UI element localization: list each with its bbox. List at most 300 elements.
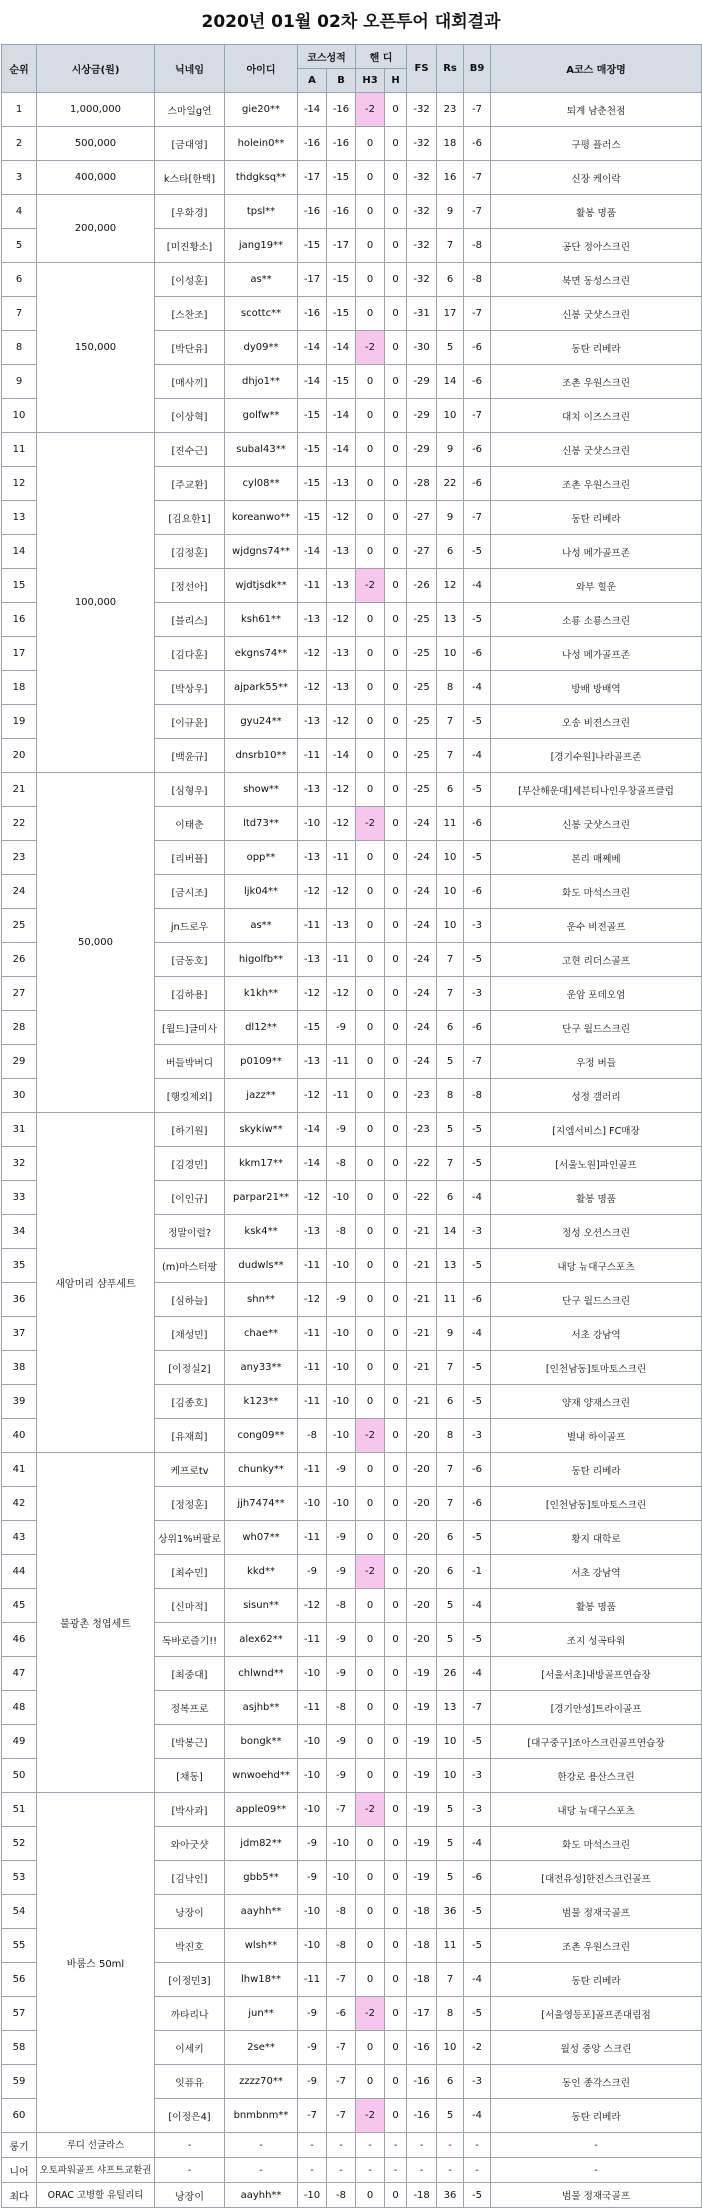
rs-cell: 6 (437, 2065, 464, 2099)
b9-cell: -3 (464, 1419, 491, 1453)
a-cell: -12 (298, 977, 327, 1011)
h-cell: 0 (385, 1113, 407, 1147)
a-cell: -14 (298, 365, 327, 399)
rs-cell: 11 (437, 1929, 464, 1963)
store-cell: 동탄 리베라 (491, 2099, 702, 2133)
header-handicap: 핸 디 (356, 45, 407, 69)
rank-cell: 43 (2, 1521, 37, 1555)
b9-cell: -6 (464, 1283, 491, 1317)
b-cell: -16 (327, 195, 356, 229)
a-cell: -17 (298, 263, 327, 297)
b-cell: -10 (327, 1827, 356, 1861)
b-cell: -16 (327, 93, 356, 127)
b-cell: -11 (327, 841, 356, 875)
fs-cell: -23 (407, 1079, 437, 1113)
fs-cell: -19 (407, 1759, 437, 1793)
rank-cell: 11 (2, 433, 37, 467)
rank-cell: 5 (2, 229, 37, 263)
fs-cell: -22 (407, 1147, 437, 1181)
b9-cell: -4 (464, 1963, 491, 1997)
a-cell: -11 (298, 1317, 327, 1351)
id-cell: dudwls** (225, 1249, 298, 1283)
id-cell: skykiw** (225, 1113, 298, 1147)
store-cell: 조촌 우원스크린 (491, 1929, 702, 1963)
h3-cell: -2 (356, 1419, 385, 1453)
fs-cell: -31 (407, 297, 437, 331)
fs-cell: -22 (407, 1181, 437, 1215)
id-cell: - (225, 2158, 298, 2183)
b-cell: -7 (327, 1793, 356, 1827)
b9-cell: -4 (464, 1657, 491, 1691)
rank-cell: 53 (2, 1861, 37, 1895)
id-cell: wlsh** (225, 1929, 298, 1963)
nick-cell: [신마적] (155, 1589, 225, 1623)
b-cell: -16 (327, 127, 356, 161)
store-cell: 단구 월드스크린 (491, 1283, 702, 1317)
nick-cell: k스타[한택] (155, 161, 225, 195)
id-cell: shn** (225, 1283, 298, 1317)
h3-cell: -2 (356, 807, 385, 841)
nick-cell: 스마일g연 (155, 93, 225, 127)
store-cell: 고현 리더스골프 (491, 943, 702, 977)
header-fs: FS (407, 45, 437, 93)
id-cell: golfw** (225, 399, 298, 433)
store-cell: 동탄 리베라 (491, 1453, 702, 1487)
store-cell: 화도 마석스크린 (491, 1827, 702, 1861)
h3-cell: 0 (356, 671, 385, 705)
id-cell: zzzz70** (225, 2065, 298, 2099)
header-h3: H3 (356, 69, 385, 93)
a-cell: - (298, 2158, 327, 2183)
fs-cell: -32 (407, 229, 437, 263)
header-prize: 시상금(원) (37, 45, 155, 93)
b-cell: -14 (327, 739, 356, 773)
store-cell: 운수 비전골프 (491, 909, 702, 943)
a-cell: -10 (298, 1929, 327, 1963)
id-cell: ksk4** (225, 1215, 298, 1249)
rank-cell: 45 (2, 1589, 37, 1623)
a-cell: -13 (298, 705, 327, 739)
nick-cell: 이태춘 (155, 807, 225, 841)
a-cell: -9 (298, 2065, 327, 2099)
h3-cell: 0 (356, 1249, 385, 1283)
id-cell: k123** (225, 1385, 298, 1419)
a-cell: -11 (298, 739, 327, 773)
fs-cell: -32 (407, 263, 437, 297)
nick-cell: 이세키 (155, 2031, 225, 2065)
h-cell: 0 (385, 637, 407, 671)
b9-cell: -4 (464, 569, 491, 603)
b9-cell: -3 (464, 909, 491, 943)
a-cell: -14 (298, 535, 327, 569)
b9-cell: -6 (464, 433, 491, 467)
nick-cell: [진수근] (155, 433, 225, 467)
store-cell: 활봉 명품 (491, 1589, 702, 1623)
b-cell: -13 (327, 637, 356, 671)
h-cell: 0 (385, 365, 407, 399)
store-cell: 우정 버들 (491, 1045, 702, 1079)
fs-cell: -27 (407, 535, 437, 569)
h3-cell: 0 (356, 1691, 385, 1725)
h3-cell: 0 (356, 1045, 385, 1079)
rs-cell: 9 (437, 195, 464, 229)
fs-cell: -19 (407, 1861, 437, 1895)
nick-cell: 정복프로 (155, 1691, 225, 1725)
fs-cell: -16 (407, 2099, 437, 2133)
nick-cell: [금동호] (155, 943, 225, 977)
rank-cell: 23 (2, 841, 37, 875)
nick-cell: [주교환] (155, 467, 225, 501)
header-b9: B9 (464, 45, 491, 93)
nick-cell: [김하용] (155, 977, 225, 1011)
a-cell: -12 (298, 637, 327, 671)
nick-cell: [심하늘] (155, 1283, 225, 1317)
b-cell: -12 (327, 875, 356, 909)
rank-cell: 48 (2, 1691, 37, 1725)
nick-cell: [채동] (155, 1759, 225, 1793)
b-cell: -7 (327, 1963, 356, 1997)
rs-cell: 6 (437, 263, 464, 297)
fs-cell: -25 (407, 671, 437, 705)
store-cell: 방배 방배역 (491, 671, 702, 705)
h-cell: 0 (385, 773, 407, 807)
nick-cell: [행킹제외] (155, 1079, 225, 1113)
rank-cell: 12 (2, 467, 37, 501)
prize-cell: 50,000 (37, 773, 155, 1113)
b9-cell: -6 (464, 467, 491, 501)
b9-cell: -7 (464, 93, 491, 127)
nick-cell: [김종호] (155, 1385, 225, 1419)
rs-cell: 7 (437, 943, 464, 977)
h3-cell: 0 (356, 1759, 385, 1793)
h3-cell: 0 (356, 467, 385, 501)
b-cell: - (327, 2133, 356, 2158)
rs-cell: 6 (437, 1555, 464, 1589)
rs-cell: 12 (437, 569, 464, 603)
nick-cell: [정선아] (155, 569, 225, 603)
fs-cell: -29 (407, 433, 437, 467)
fs-cell: -24 (407, 943, 437, 977)
h-cell: 0 (385, 1215, 407, 1249)
award-prize-cell: 루디 선글라스 (37, 2133, 155, 2158)
rs-cell: 10 (437, 909, 464, 943)
h-cell: 0 (385, 93, 407, 127)
nick-cell: [블리스] (155, 603, 225, 637)
rs-cell: 6 (437, 1521, 464, 1555)
h3-cell: 0 (356, 773, 385, 807)
id-cell: wjdtjsdk** (225, 569, 298, 603)
b9-cell: -3 (464, 1759, 491, 1793)
b9-cell: -5 (464, 841, 491, 875)
a-cell: -11 (298, 1453, 327, 1487)
nick-cell: [박단유] (155, 331, 225, 365)
b-cell: -12 (327, 773, 356, 807)
h3-cell: 0 (356, 1079, 385, 1113)
nick-cell: [금시조] (155, 875, 225, 909)
rs-cell: 8 (437, 1419, 464, 1453)
id-cell: - (225, 2133, 298, 2158)
h3-cell: 0 (356, 977, 385, 1011)
a-cell: -12 (298, 1079, 327, 1113)
rs-cell: 17 (437, 297, 464, 331)
rs-cell: 36 (437, 2183, 464, 2208)
rank-cell: 34 (2, 1215, 37, 1249)
a-cell: -13 (298, 1045, 327, 1079)
store-cell: [부산해운대]세븐티나인우창골프클럽 (491, 773, 702, 807)
b9-cell: -7 (464, 1045, 491, 1079)
nick-cell: [리버플] (155, 841, 225, 875)
h-cell: 0 (385, 535, 407, 569)
b9-cell: -7 (464, 501, 491, 535)
h-cell: 0 (385, 1827, 407, 1861)
rs-cell: 10 (437, 841, 464, 875)
h-cell: 0 (385, 1487, 407, 1521)
b-cell: -13 (327, 467, 356, 501)
a-cell: -12 (298, 671, 327, 705)
h3-cell: 0 (356, 1895, 385, 1929)
h-cell: 0 (385, 671, 407, 705)
nick-cell: [김낙인] (155, 1861, 225, 1895)
h-cell: 0 (385, 977, 407, 1011)
b-cell: -10 (327, 1487, 356, 1521)
award-type-cell: 롱기 (2, 2133, 37, 2158)
a-cell: -15 (298, 399, 327, 433)
h-cell: 0 (385, 1385, 407, 1419)
page-title: 2020년 01월 02차 오픈투어 대회결과 (201, 12, 501, 32)
h-cell: 0 (385, 331, 407, 365)
a-cell: -14 (298, 1113, 327, 1147)
a-cell: -15 (298, 229, 327, 263)
h-cell: 0 (385, 1759, 407, 1793)
rank-cell: 2 (2, 127, 37, 161)
b9-cell: -1 (464, 1555, 491, 1589)
id-cell: alex62** (225, 1623, 298, 1657)
fs-cell: -25 (407, 739, 437, 773)
rank-cell: 16 (2, 603, 37, 637)
store-cell: 동인 종각스크린 (491, 2065, 702, 2099)
fs-cell: -18 (407, 1929, 437, 1963)
a-cell: -12 (298, 1283, 327, 1317)
id-cell: 2se** (225, 2031, 298, 2065)
nick-cell: 까타리나 (155, 1997, 225, 2031)
store-cell: 정성 오션스크린 (491, 1215, 702, 1249)
id-cell: jdm82** (225, 1827, 298, 1861)
h3-cell: 0 (356, 2183, 385, 2208)
b-cell: -9 (327, 1011, 356, 1045)
fs-cell: -24 (407, 841, 437, 875)
id-cell: show** (225, 773, 298, 807)
store-cell: 대치 이즈스크린 (491, 399, 702, 433)
h3-cell: 0 (356, 297, 385, 331)
fs-cell: -25 (407, 603, 437, 637)
fs-cell: -29 (407, 365, 437, 399)
store-cell: - (491, 2133, 702, 2158)
h3-cell: 0 (356, 1317, 385, 1351)
fs-cell: -24 (407, 909, 437, 943)
b9-cell: -8 (464, 263, 491, 297)
award-type-cell: 니어 (2, 2158, 37, 2183)
store-cell: 구평 플러스 (491, 127, 702, 161)
id-cell: ekgns74** (225, 637, 298, 671)
nick-cell: [이규윤] (155, 705, 225, 739)
rs-cell: 8 (437, 1997, 464, 2031)
rank-cell: 46 (2, 1623, 37, 1657)
h3-cell: 0 (356, 229, 385, 263)
store-cell: 단구 월드스크린 (491, 1011, 702, 1045)
fs-cell: - (407, 2133, 437, 2158)
nick-cell: [박봉근] (155, 1725, 225, 1759)
a-cell: -17 (298, 161, 327, 195)
b9-cell: -4 (464, 1181, 491, 1215)
rs-cell: 7 (437, 229, 464, 263)
h3-cell: 0 (356, 2065, 385, 2099)
b-cell: -10 (327, 1181, 356, 1215)
id-cell: jang19** (225, 229, 298, 263)
id-cell: wnwoehd** (225, 1759, 298, 1793)
rank-cell: 29 (2, 1045, 37, 1079)
nick-cell: [정정훈] (155, 1487, 225, 1521)
h-cell: 0 (385, 1861, 407, 1895)
a-cell: -10 (298, 2183, 327, 2208)
id-cell: bnmbnm** (225, 2099, 298, 2133)
nick-cell: 버들박버디 (155, 1045, 225, 1079)
rank-cell: 28 (2, 1011, 37, 1045)
fs-cell: -28 (407, 467, 437, 501)
b9-cell: -5 (464, 1521, 491, 1555)
results-table (1, 44, 702, 2208)
header-rank: 순위 (2, 45, 37, 93)
prize-cell: 새암머리 샴푸세트 (37, 1113, 155, 1453)
b9-cell: -8 (464, 229, 491, 263)
store-cell: - (491, 2158, 702, 2183)
rs-cell: 8 (437, 1079, 464, 1113)
rank-cell: 24 (2, 875, 37, 909)
header-store: A코스 매장명 (491, 45, 702, 93)
h3-cell: 0 (356, 705, 385, 739)
prize-cell: 400,000 (37, 161, 155, 195)
b9-cell: -5 (464, 1895, 491, 1929)
rs-cell: 5 (437, 1827, 464, 1861)
store-cell: 운암 포데오엄 (491, 977, 702, 1011)
fs-cell: -23 (407, 1113, 437, 1147)
rank-cell: 30 (2, 1079, 37, 1113)
b-cell: -10 (327, 1385, 356, 1419)
fs-cell: -32 (407, 161, 437, 195)
h-cell: 0 (385, 1249, 407, 1283)
id-cell: dl12** (225, 1011, 298, 1045)
rs-cell: 6 (437, 1181, 464, 1215)
h-cell: 0 (385, 229, 407, 263)
nick-cell: [김요한1] (155, 501, 225, 535)
b-cell: -9 (327, 1555, 356, 1589)
b-cell: -9 (327, 1283, 356, 1317)
b9-cell: -5 (464, 1623, 491, 1657)
b9-cell: -7 (464, 297, 491, 331)
h-cell: 0 (385, 739, 407, 773)
rs-cell: 11 (437, 807, 464, 841)
nick-cell: [채성민] (155, 1317, 225, 1351)
b9-cell: -5 (464, 603, 491, 637)
h3-cell: 0 (356, 195, 385, 229)
b9-cell: -8 (464, 1079, 491, 1113)
h3-cell: 0 (356, 535, 385, 569)
b-cell: -9 (327, 1521, 356, 1555)
nick-cell: 와아굿샷 (155, 1827, 225, 1861)
store-cell: 조촌 우원스크린 (491, 365, 702, 399)
b9-cell: -4 (464, 1317, 491, 1351)
fs-cell: -19 (407, 1691, 437, 1725)
store-cell: 신장 케이락 (491, 161, 702, 195)
b9-cell: -7 (464, 399, 491, 433)
store-cell: 황지 대학로 (491, 1521, 702, 1555)
h3-cell: 0 (356, 1215, 385, 1249)
nick-cell: [스찬조] (155, 297, 225, 331)
rs-cell: 13 (437, 1691, 464, 1725)
nick-cell: [김정훈] (155, 535, 225, 569)
h-cell: - (385, 2133, 407, 2158)
h3-cell: 0 (356, 1657, 385, 1691)
a-cell: -14 (298, 1147, 327, 1181)
rank-cell: 19 (2, 705, 37, 739)
id-cell: kkd** (225, 1555, 298, 1589)
a-cell: -13 (298, 773, 327, 807)
h-cell: 0 (385, 2099, 407, 2133)
h-cell: 0 (385, 297, 407, 331)
nick-cell: [이정은4] (155, 2099, 225, 2133)
store-cell: 북면 동성스크린 (491, 263, 702, 297)
b-cell: -6 (327, 1997, 356, 2031)
rank-cell: 52 (2, 1827, 37, 1861)
id-cell: aayhh** (225, 2183, 298, 2208)
id-cell: chae** (225, 1317, 298, 1351)
rank-cell: 10 (2, 399, 37, 433)
store-cell: 본리 매쩨베 (491, 841, 702, 875)
fs-cell: -21 (407, 1317, 437, 1351)
h-cell: 0 (385, 433, 407, 467)
h-cell: 0 (385, 1419, 407, 1453)
b9-cell: -6 (464, 637, 491, 671)
fs-cell: -24 (407, 807, 437, 841)
b9-cell: -5 (464, 1929, 491, 1963)
b9-cell: -4 (464, 1589, 491, 1623)
fs-cell: -27 (407, 501, 437, 535)
a-cell: -9 (298, 1861, 327, 1895)
id-cell: ljk04** (225, 875, 298, 909)
id-cell: gbb5** (225, 1861, 298, 1895)
store-cell: 조지 성곡타워 (491, 1623, 702, 1657)
rank-cell: 44 (2, 1555, 37, 1589)
rank-cell: 31 (2, 1113, 37, 1147)
special-award-row (2, 2133, 702, 2158)
b9-cell: -5 (464, 2183, 491, 2208)
b9-cell: -5 (464, 1351, 491, 1385)
fs-cell: -24 (407, 977, 437, 1011)
h3-cell: 0 (356, 739, 385, 773)
b9-cell: -6 (464, 1453, 491, 1487)
id-cell: k1kh** (225, 977, 298, 1011)
rank-cell: 7 (2, 297, 37, 331)
fs-cell: -25 (407, 637, 437, 671)
store-cell: [인천남동]토마토스크린 (491, 1351, 702, 1385)
rs-cell: 5 (437, 1113, 464, 1147)
b9-cell: -6 (464, 365, 491, 399)
nick-cell: 낭장이 (155, 1895, 225, 1929)
rank-cell: 50 (2, 1759, 37, 1793)
b-cell: -10 (327, 1861, 356, 1895)
h3-cell: 0 (356, 1453, 385, 1487)
rank-cell: 41 (2, 1453, 37, 1487)
rs-cell: 10 (437, 2031, 464, 2065)
